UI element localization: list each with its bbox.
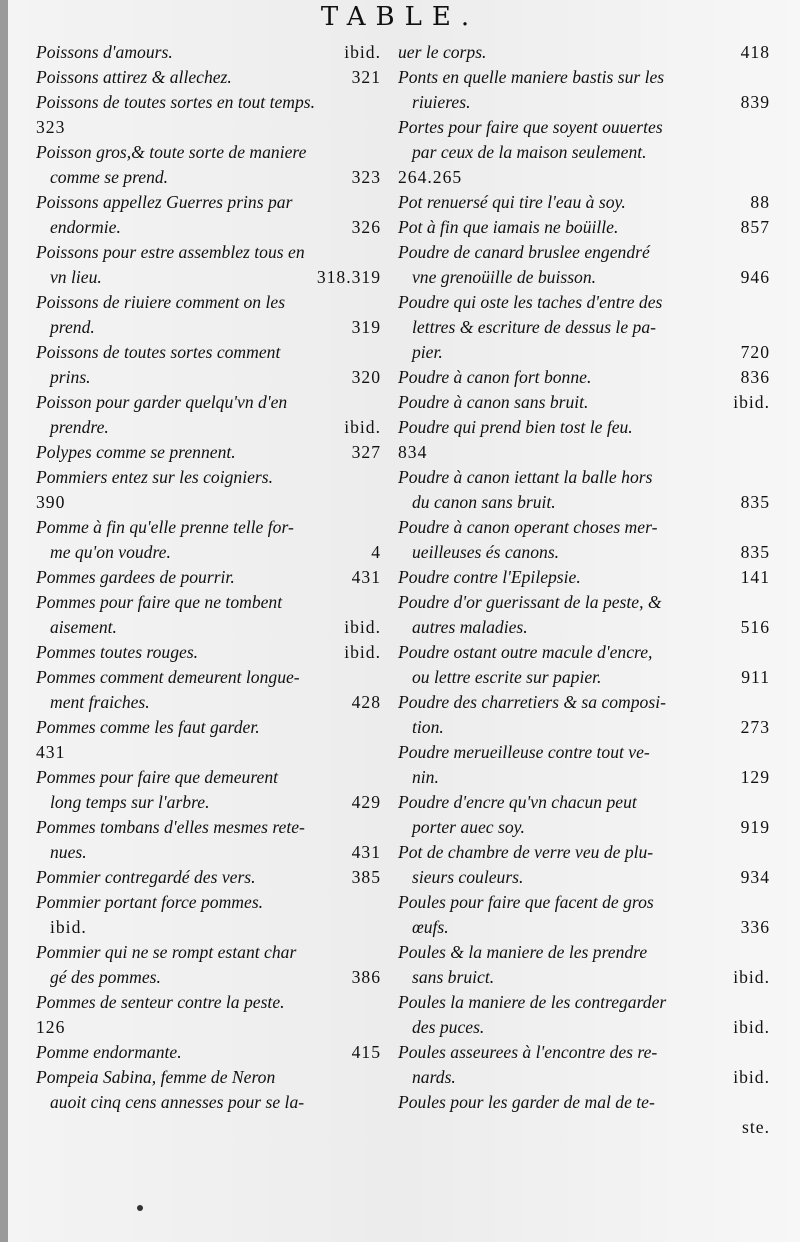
entry-text: Poissons appellez Guerres prins par — [36, 192, 293, 212]
entry-line — [36, 340, 381, 365]
entry-line — [36, 540, 381, 565]
entry-line — [36, 415, 381, 440]
entry-line — [36, 140, 381, 165]
entry-text: Polypes comme se prennent. — [36, 442, 236, 462]
page-reference: ibid. — [733, 392, 770, 412]
page-reference: 428 — [351, 692, 381, 712]
index-entry — [36, 715, 381, 765]
entry-text: prins. — [50, 367, 91, 387]
page-reference: 834 — [398, 442, 428, 462]
entry-line — [398, 515, 770, 540]
page-reference: ibid. — [344, 417, 381, 437]
entry-line — [398, 365, 770, 390]
entry-line — [398, 240, 770, 265]
entry-text: auoit cinq cens annesses pour se la- — [50, 1092, 305, 1112]
index-entry — [36, 240, 381, 290]
page-reference: 320 — [351, 367, 381, 387]
entry-text: Poisson pour garder quelqu'vn d'en — [36, 392, 288, 412]
entry-text: Poudre ostant outre macule d'encre, — [398, 642, 653, 662]
entry-text: aisement. — [50, 617, 117, 637]
index-entry — [398, 1090, 770, 1140]
entry-line — [36, 790, 381, 815]
entry-line — [36, 640, 381, 665]
entry-line — [36, 315, 381, 340]
index-entry — [36, 1065, 381, 1115]
entry-text: porter auec soy. — [412, 817, 525, 837]
page-reference: 516 — [740, 617, 770, 637]
index-entry — [36, 465, 381, 515]
entry-text: Poissons attirez & allechez. — [36, 67, 232, 87]
page-reference: ste. — [742, 1117, 770, 1137]
entry-text: Poudre qui prend bien tost le feu. — [398, 417, 633, 437]
entry-line — [398, 65, 770, 90]
entry-line — [36, 865, 381, 890]
index-entry — [36, 865, 381, 890]
entry-text: prendre. — [50, 417, 109, 437]
entry-line — [398, 165, 770, 190]
entry-text: Poules & la maniere de les prendre — [398, 942, 648, 962]
entry-line — [398, 215, 770, 240]
entry-text: Poissons de riuiere comment on les — [36, 292, 286, 312]
index-entry — [398, 390, 770, 415]
entry-text: Pommier qui ne se rompt estant char — [36, 942, 297, 962]
entry-text: Pomme endormante. — [36, 1042, 182, 1062]
index-entry — [398, 415, 770, 465]
entry-line — [36, 1065, 381, 1090]
entry-text: Poissons pour estre assemblez tous en — [36, 242, 305, 262]
page-spine-shadow — [0, 0, 8, 1242]
entry-line — [398, 965, 770, 990]
entry-line — [36, 465, 381, 490]
entry-line — [398, 565, 770, 590]
entry-text: Poisson gros,& toute sorte de maniere — [36, 142, 307, 162]
page-reference: 129 — [740, 767, 770, 787]
ink-speck — [137, 1205, 143, 1211]
entry-line — [36, 665, 381, 690]
entry-line — [36, 840, 381, 865]
right-column — [398, 40, 770, 1140]
entry-text: par ceux de la maison seulement. — [412, 142, 647, 162]
entry-text: gé des pommes. — [50, 967, 161, 987]
entry-line — [36, 290, 381, 315]
entry-text: Poudre à canon sans bruit. — [398, 392, 589, 412]
entry-text: Poissons de toutes sortes comment — [36, 342, 281, 362]
entry-text: ment fraiches. — [50, 692, 150, 712]
entry-line — [36, 440, 381, 465]
index-entry — [36, 590, 381, 640]
entry-text: Portes pour faire que soyent ouuertes — [398, 117, 663, 137]
page-reference: 323 — [36, 117, 66, 137]
entry-line — [36, 240, 381, 265]
page-reference: 88 — [750, 192, 770, 212]
entry-line — [36, 915, 381, 940]
page-reference: ibid. — [344, 642, 381, 662]
entry-text: Pommes toutes rouges. — [36, 642, 199, 662]
entry-text: uer le corps. — [398, 42, 487, 62]
entry-line — [398, 590, 770, 615]
page-reference: 336 — [740, 917, 770, 937]
entry-line — [398, 315, 770, 340]
entry-line — [36, 90, 381, 115]
entry-line — [36, 815, 381, 840]
entry-line — [398, 715, 770, 740]
page-reference: 836 — [740, 367, 770, 387]
index-entry — [36, 890, 381, 940]
entry-text: pier. — [412, 342, 443, 362]
entry-text: tion. — [412, 717, 444, 737]
entry-text: long temps sur l'arbre. — [50, 792, 210, 812]
entry-text: Poudre contre l'Epilepsie. — [398, 567, 581, 587]
entry-text: lettres & escriture de dessus le pa- — [412, 317, 656, 337]
page-reference: 327 — [351, 442, 381, 462]
entry-text: Poudre d'encre qu'vn chacun peut — [398, 792, 637, 812]
entry-line — [398, 740, 770, 765]
page-reference: 415 — [351, 1042, 381, 1062]
index-entry — [398, 590, 770, 640]
entry-text: Pommes gardees de pourrir. — [36, 567, 235, 587]
page-reference: 321 — [351, 67, 381, 87]
entry-line — [398, 865, 770, 890]
entry-line — [398, 890, 770, 915]
page-reference: 919 — [740, 817, 770, 837]
index-entry — [398, 640, 770, 690]
page-reference: 273 — [740, 717, 770, 737]
entry-text: vn lieu. — [50, 267, 102, 287]
index-entry — [36, 190, 381, 240]
index-entry — [398, 40, 770, 65]
entry-line — [36, 615, 381, 640]
entry-text: ou lettre escrite sur papier. — [412, 667, 602, 687]
entry-line — [36, 565, 381, 590]
entry-text: Pommes pour faire que ne tombent — [36, 592, 283, 612]
entry-line — [36, 990, 381, 1015]
entry-line — [398, 690, 770, 715]
entry-text: Pot de chambre de verre veu de plu- — [398, 842, 654, 862]
entry-text: Poudre à canon fort bonne. — [398, 367, 592, 387]
entry-text: Poudre qui oste les taches d'entre des — [398, 292, 663, 312]
index-entry — [36, 765, 381, 815]
index-entry — [36, 815, 381, 865]
entry-line — [398, 265, 770, 290]
page-reference: ibid. — [733, 967, 770, 987]
entry-line — [398, 1040, 770, 1065]
entry-line — [36, 65, 381, 90]
entry-text: comme se prend. — [50, 167, 169, 187]
index-entry — [398, 990, 770, 1040]
page-reference: ibid. — [344, 617, 381, 637]
index-entry — [36, 140, 381, 190]
entry-line — [36, 390, 381, 415]
index-entry — [398, 65, 770, 115]
page-reference: 835 — [740, 542, 770, 562]
entry-line — [36, 490, 381, 515]
entry-text: riuieres. — [412, 92, 471, 112]
entry-line — [398, 415, 770, 440]
page-reference: 319 — [351, 317, 381, 337]
page-reference: 911 — [741, 667, 770, 687]
entry-line — [398, 815, 770, 840]
entry-text: endormie. — [50, 217, 121, 237]
entry-text: Poules pour les garder de mal de te- — [398, 1092, 655, 1112]
entry-line — [398, 665, 770, 690]
entry-text: Poudre à canon iettant la balle hors — [398, 467, 653, 487]
index-entry — [36, 940, 381, 990]
entry-text: Pommes comment demeurent longue- — [36, 667, 300, 687]
entry-line — [36, 765, 381, 790]
entry-text: du canon sans bruit. — [412, 492, 556, 512]
entry-line — [36, 265, 381, 290]
entry-text: Pommier portant force pommes. — [36, 892, 264, 912]
entry-text: Pommes comme les faut garder. — [36, 717, 260, 737]
index-entry — [36, 65, 381, 90]
entry-text: Poudre à canon operant choses mer- — [398, 517, 658, 537]
page-reference: 264.265 — [398, 167, 463, 187]
entry-text: Pompeia Sabina, femme de Neron — [36, 1067, 276, 1087]
index-entry — [398, 115, 770, 190]
entry-line — [398, 340, 770, 365]
entry-line — [36, 965, 381, 990]
index-entry — [398, 890, 770, 940]
index-entry — [398, 465, 770, 515]
entry-text: nues. — [50, 842, 87, 862]
entry-text: ueilleuses és canons. — [412, 542, 560, 562]
entry-line — [36, 40, 381, 65]
entry-line — [36, 1090, 381, 1115]
entry-text: vne grenoüille de buisson. — [412, 267, 597, 287]
index-entry — [36, 40, 381, 65]
entry-line — [398, 140, 770, 165]
entry-text: Poules pour faire que facent de gros — [398, 892, 654, 912]
entry-line — [398, 115, 770, 140]
page-reference: 126 — [36, 1017, 66, 1037]
index-entry — [36, 565, 381, 590]
index-entry — [36, 340, 381, 390]
page-reference: 839 — [740, 92, 770, 112]
index-entry — [398, 240, 770, 290]
entry-line — [398, 1015, 770, 1040]
entry-text: Pommes tombans d'elles mesmes rete- — [36, 817, 305, 837]
entry-line — [398, 1115, 770, 1140]
index-entry — [36, 440, 381, 465]
index-entry — [398, 690, 770, 740]
page-header: TABLE. — [320, 2, 480, 32]
entry-text: Poudre d'or guerissant de la peste, & — [398, 592, 662, 612]
page-reference: 326 — [351, 217, 381, 237]
entry-text: Poudre des charretiers & sa composi- — [398, 692, 666, 712]
entry-text: des puces. — [412, 1017, 485, 1037]
page-reference: 934 — [740, 867, 770, 887]
entry-text: Pot renuersé qui tire l'eau à soy. — [398, 192, 626, 212]
entry-line — [398, 940, 770, 965]
entry-line — [398, 40, 770, 65]
entry-line — [36, 690, 381, 715]
entry-line — [398, 990, 770, 1015]
entry-text: sieurs couleurs. — [412, 867, 524, 887]
entry-text: Poules la maniere de les contregarder — [398, 992, 667, 1012]
entry-line — [36, 1015, 381, 1040]
entry-line — [398, 490, 770, 515]
entry-line — [398, 840, 770, 865]
entry-line — [36, 365, 381, 390]
entry-line — [36, 515, 381, 540]
index-entry — [36, 515, 381, 565]
page-reference: 835 — [740, 492, 770, 512]
entry-line — [36, 115, 381, 140]
entry-text: Poules asseurees à l'encontre des re- — [398, 1042, 658, 1062]
entry-line — [36, 940, 381, 965]
entry-line — [398, 915, 770, 940]
page-reference: 323 — [351, 167, 381, 187]
index-entry — [398, 365, 770, 390]
entry-line — [36, 890, 381, 915]
index-entry — [398, 515, 770, 565]
page-reference: 386 — [351, 967, 381, 987]
index-entry — [398, 565, 770, 590]
entry-line — [398, 765, 770, 790]
entry-text: Poissons d'amours. — [36, 42, 173, 62]
page-reference: 857 — [740, 217, 770, 237]
entry-text: autres maladies. — [412, 617, 528, 637]
entry-line — [398, 1090, 770, 1115]
page-reference: 390 — [36, 492, 66, 512]
entry-text: œufs. — [412, 917, 449, 937]
page-reference: ibid. — [733, 1017, 770, 1037]
index-entry — [398, 840, 770, 890]
entry-line — [398, 190, 770, 215]
entry-text: Poudre de canard bruslee engendré — [398, 242, 650, 262]
entry-line — [36, 715, 381, 740]
page-reference: 431 — [36, 742, 66, 762]
entry-line — [398, 440, 770, 465]
entry-text: nards. — [412, 1067, 456, 1087]
entry-line — [398, 90, 770, 115]
index-entry — [398, 215, 770, 240]
entry-text: Pomme à fin qu'elle prenne telle for- — [36, 517, 294, 537]
entry-line — [398, 615, 770, 640]
page-reference: 429 — [351, 792, 381, 812]
entry-text: nin. — [412, 767, 439, 787]
entry-text: Ponts en quelle maniere bastis sur les — [398, 67, 665, 87]
page-reference: ibid. — [733, 1067, 770, 1087]
entry-text: sans bruict. — [412, 967, 495, 987]
index-entry — [398, 290, 770, 365]
index-entry — [36, 390, 381, 440]
index-entry — [398, 1040, 770, 1090]
entry-text: Pot à fin que iamais ne boüille. — [398, 217, 619, 237]
entry-line — [398, 465, 770, 490]
entry-line — [398, 540, 770, 565]
page-reference: 946 — [740, 267, 770, 287]
page-reference: ibid. — [344, 42, 381, 62]
index-entry — [36, 1040, 381, 1065]
entry-text: Pommes pour faire que demeurent — [36, 767, 279, 787]
entry-text: Poissons de toutes sortes en tout temps. — [36, 92, 316, 112]
entry-line — [36, 165, 381, 190]
index-entry — [398, 790, 770, 840]
entry-line — [36, 1040, 381, 1065]
index-entry — [36, 640, 381, 665]
index-entry — [398, 190, 770, 215]
index-entry — [36, 665, 381, 715]
page-reference: 4 — [371, 542, 381, 562]
entry-text: Pommier contregardé des vers. — [36, 867, 256, 887]
page-reference: 318.319 — [316, 267, 381, 287]
entry-line — [36, 190, 381, 215]
entry-line — [398, 390, 770, 415]
entry-text: Poudre merueilleuse contre tout ve- — [398, 742, 650, 762]
entry-text: Pommiers entez sur les coigniers. — [36, 467, 274, 487]
page-reference: 385 — [351, 867, 381, 887]
entry-line — [36, 590, 381, 615]
entry-line — [36, 740, 381, 765]
page-reference: 418 — [740, 42, 770, 62]
entry-line — [398, 640, 770, 665]
left-column — [36, 40, 381, 1115]
entry-line — [398, 290, 770, 315]
index-entry — [36, 90, 381, 140]
entry-line — [36, 215, 381, 240]
index-entry — [36, 290, 381, 340]
index-entry — [398, 940, 770, 990]
page-reference: ibid. — [50, 917, 87, 937]
entry-line — [398, 1065, 770, 1090]
index-entry — [36, 990, 381, 1040]
page-reference: 141 — [740, 567, 770, 587]
page-reference: 431 — [351, 842, 381, 862]
entry-text: me qu'on voudre. — [50, 542, 171, 562]
page-reference: 720 — [740, 342, 770, 362]
index-entry — [398, 740, 770, 790]
page-reference: 431 — [351, 567, 381, 587]
entry-line — [398, 790, 770, 815]
entry-text: Pommes de senteur contre la peste. — [36, 992, 285, 1012]
entry-text: prend. — [50, 317, 95, 337]
